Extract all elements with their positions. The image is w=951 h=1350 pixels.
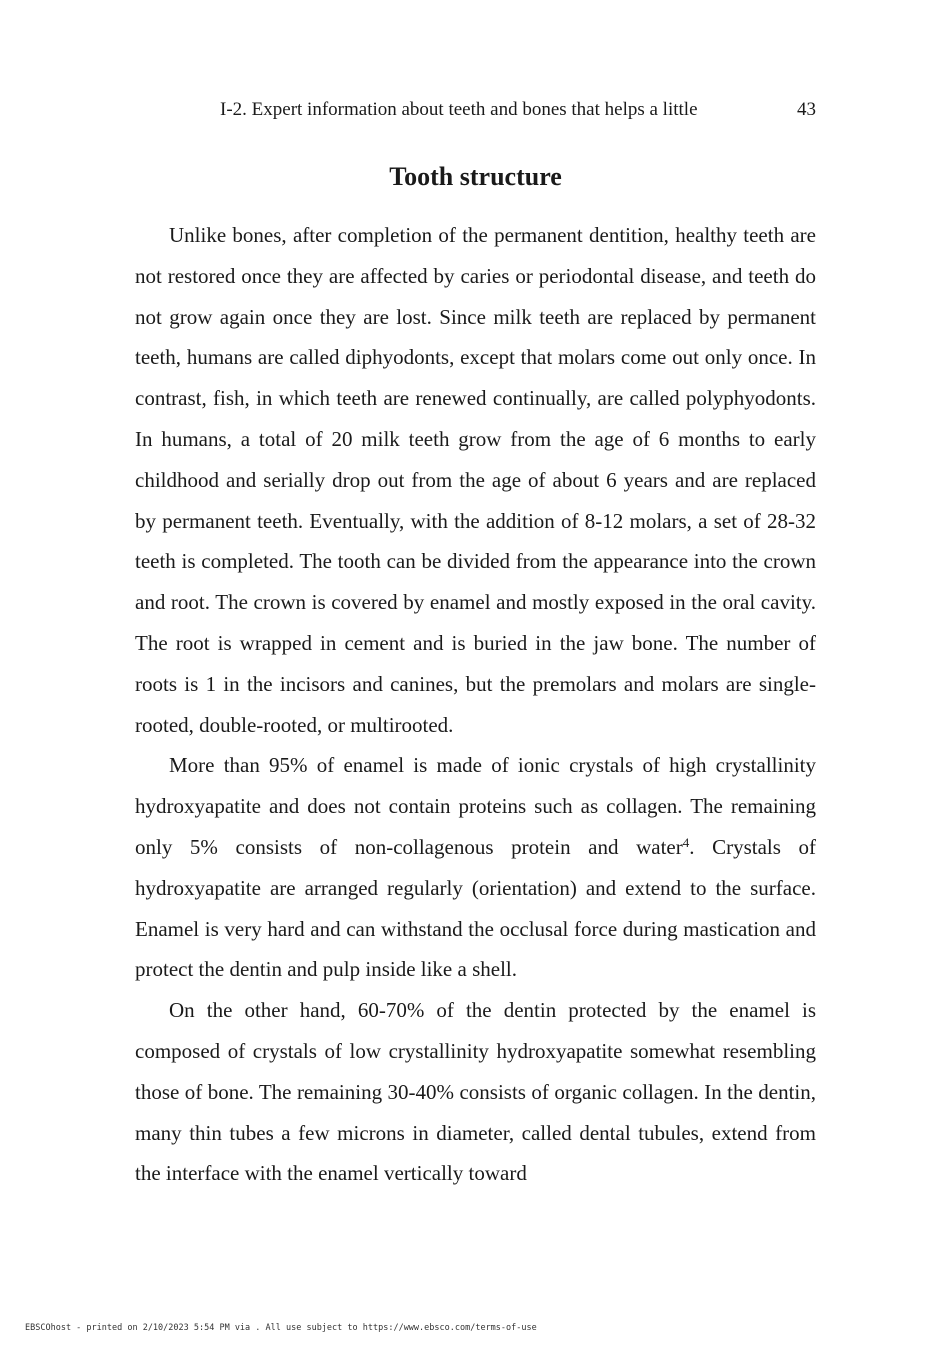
running-header-title: I-2. Expert information about teeth and bones that helps a little (220, 99, 698, 120)
paragraph-3: On the other hand, 60-70% of the dentin protected by the enamel is composed of crystals of low crystallinity hydroxyapatite somewhat resembling those of bone. The remaining 30-40% consists of organic collagen. In the dentin, many thin tubes a few microns in diameter, called dental tubules, extend from the interface with the enamel vertically toward (135, 998, 816, 1186)
footnote-reference: 4 (682, 834, 690, 850)
body-text (135, 215, 816, 1194)
page-number: 43 (797, 99, 816, 120)
paragraph-2-text-end: . Crystals of hydroxyapatite are arranged regularly (orientation) and extend to the surface. Enamel is very hard and can withstand the occlusal force during mastication and protect the dentin and pulp inside like a shell. (135, 834, 816, 982)
paragraph-1: Unlike bones, after completion of the permanent dentition, healthy teeth are not restored once they are affected by caries or periodontal disease, and teeth do not grow again once they are lost. Since milk teeth are replaced by permanent teeth, humans are called diphyodonts, except that molars come out only once. In contrast, fish, in which teeth are renewed continually, are called polyphyodonts. In humans, a total of 20 milk teeth grow from the age of 6 months to early childhood and serially drop out from the age of about 6 years and are replaced by permanent teeth. Eventually, with the addition of 8-12 molars, a set of 28-32 teeth is completed. The tooth can be divided from the appearance into the crown and root. The crown is covered by enamel and mostly exposed in the oral cavity. The root is wrapped in cement and is buried in the jaw bone. The number of roots is 1 in the incisors and canines, but the premolars and molars are single-rooted, double-rooted, or multirooted. (135, 223, 816, 737)
section-title: Tooth structure (389, 162, 562, 191)
paragraph-2 (135, 745, 816, 990)
paragraph-2-text-start: More than 95% of enamel is made of ionic crystals of high crystallinity hydroxyapatite and does not contain proteins such as collagen. The remaining only 5% consists of non-collagenous protein and water (135, 753, 816, 859)
print-footer: EBSCOhost - printed on 2/10/2023 5:54 PM via . All use subject to https://www.ebsco.com/terms-of-use (25, 1323, 537, 1333)
running-header (220, 98, 816, 122)
